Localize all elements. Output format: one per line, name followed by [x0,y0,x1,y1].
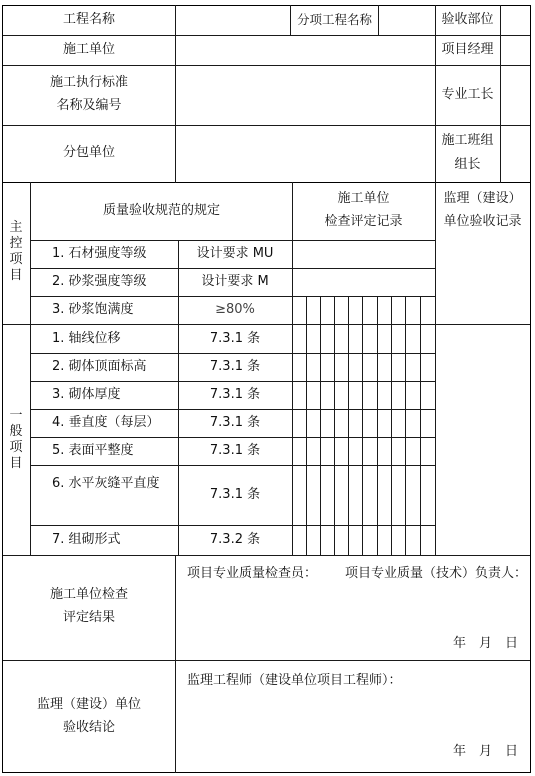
construction-result-label-line1: 施工单位检查 [49,587,128,602]
main-item-2: 2. 砂浆强度等级 [52,274,147,289]
main-requirement-2: 设计要求 M [201,274,269,289]
team-leader-line1: 施工班组 [441,133,494,148]
border-right [530,5,531,773]
general-items-section-label: 一般项目 [9,408,23,471]
project-manager-label: 项目经理 [441,42,494,57]
grid-tick [391,296,392,556]
main-requirement-3: ≥80% [215,302,255,317]
sub-project-name-label: 分项工程名称 [296,12,372,27]
grid-tick [377,296,378,556]
acceptance-part-label: 验收部位 [441,12,494,27]
project-name-label: 工程名称 [62,12,115,27]
technical-leader-text: 项目专业质量（技术）负责人： [345,566,528,581]
general-requirement-7: 7.3.2 条 [209,532,261,547]
supervision-header-line2: 单位验收记录 [443,214,522,229]
grid-tick [420,296,421,556]
general-item-1: 1. 轴线位移 [52,331,121,346]
subcontractor-label: 分包单位 [62,145,115,160]
rule [30,240,435,241]
construction-check-header-line2: 检查评定记录 [324,214,403,229]
rule [175,5,176,183]
border-left [2,5,3,773]
general-item-2: 2. 砌体顶面标高 [52,359,147,374]
rule [2,125,531,126]
grid-tick [334,296,335,556]
foreman-label: 专业工长 [441,87,494,102]
general-item-6: 6. 水平灰缝平直度 [52,476,160,491]
date-field-2: 年 月 日 [453,744,519,759]
general-item-5: 5. 表面平整度 [52,443,134,458]
main-items-section-label: 主控项目 [9,220,23,283]
grid-tick [362,296,363,556]
rule [2,555,531,556]
general-item-4: 4. 垂直度（每层） [52,415,160,430]
date-field: 年 月 日 [453,636,519,651]
main-requirement-1: 设计要求 MU [196,246,274,261]
rule [30,409,435,410]
rule [30,525,435,526]
team-leader-line2: 组长 [454,157,481,172]
standard-label-line2: 名称及编号 [56,98,122,113]
general-requirement-5: 7.3.1 条 [209,443,261,458]
rule [30,437,435,438]
general-item-7: 7. 组砌形式 [52,532,121,547]
grid-tick [348,296,349,556]
general-requirement-1: 7.3.1 条 [209,331,261,346]
construction-result-label-line2: 评定结果 [62,610,115,625]
supervision-header-line1: 监理（建设） [443,191,522,206]
general-requirement-2: 7.3.1 条 [209,359,261,374]
supervision-conclusion-label-line2: 验收结论 [62,720,115,735]
rule [30,381,435,382]
rule [2,182,531,183]
rule [292,182,293,556]
rule [2,65,531,66]
rule [30,296,435,297]
supervision-conclusion-label-line1: 监理（建设）单位 [36,697,141,712]
border-bottom [2,772,531,773]
rule [30,182,31,556]
rule [2,35,531,36]
general-requirement-4: 7.3.1 条 [209,415,261,430]
rule [435,182,436,556]
construction-unit-label: 施工单位 [62,42,115,57]
grid-tick [306,296,307,556]
main-item-3: 3. 砂浆饱满度 [52,302,134,317]
supervising-engineer-text: 监理工程师（建设单位项目工程师）： [187,673,402,688]
spec-header: 质量验收规范的规定 [102,203,220,218]
rule [30,465,435,466]
general-requirement-3: 7.3.1 条 [209,387,261,402]
rule [30,268,435,269]
grid-tick [405,296,406,556]
rule [500,5,501,183]
standard-label-line1: 施工执行标准 [49,75,128,90]
general-item-3: 3. 砌体厚度 [52,387,121,402]
rule [175,555,176,773]
general-requirement-6: 7.3.1 条 [209,487,261,502]
rule [2,324,531,325]
grid-tick [320,296,321,556]
rule [2,660,531,661]
main-item-1: 1. 石材强度等级 [52,246,147,261]
border-top [2,5,531,6]
quality-inspector-text: 项目专业质量检查员： [187,566,318,581]
construction-check-header-line1: 施工单位 [337,191,390,206]
rule [30,353,435,354]
